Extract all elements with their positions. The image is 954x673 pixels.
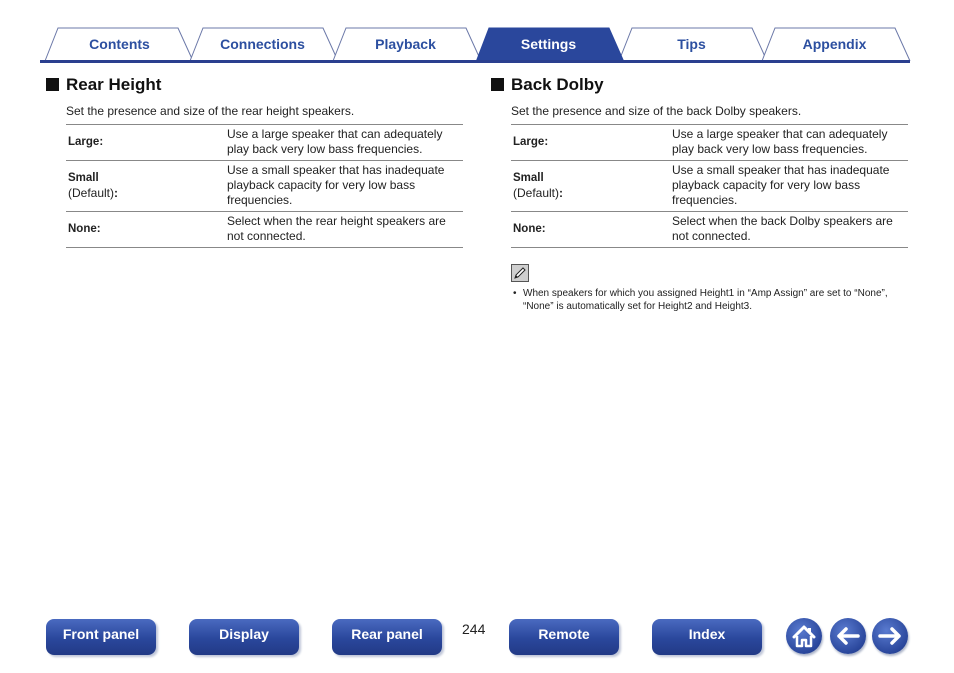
section-description: Set the presence and size of the back Dolby speakers.: [511, 104, 802, 118]
option-description: Use a small speaker that has inadequate playback capacity for very low bass frequencies.: [672, 163, 890, 207]
option-description: Select when the back Dolby speakers are not connected.: [672, 214, 893, 243]
tab-bar: [40, 26, 910, 62]
remote-button[interactable]: Remote: [509, 619, 619, 655]
tab-settings[interactable]: Settings: [520, 36, 577, 52]
options-table: [66, 124, 463, 248]
option-key: Large:: [513, 136, 549, 148]
option-key: Small: [68, 172, 99, 184]
option-default-label: (Default): [513, 186, 560, 200]
back-button[interactable]: [830, 618, 866, 654]
section-description: Set the presence and size of the rear height speakers.: [66, 104, 355, 118]
heading-square-icon: [46, 78, 59, 91]
option-description: Select when the rear height speakers are not connected.: [227, 214, 446, 243]
pencil-note-icon: [511, 264, 529, 282]
option-key: Small: [513, 172, 544, 184]
section-back-dolby: [491, 74, 893, 243]
option-description: Use a large speaker that can adequately play back very low bass frequencies.: [227, 127, 443, 156]
table-row: [66, 212, 463, 248]
tab-playback[interactable]: Playback: [375, 36, 436, 52]
home-button[interactable]: [786, 618, 822, 654]
tab-tips[interactable]: Tips: [677, 36, 706, 52]
tab-appendix[interactable]: Appendix: [802, 36, 867, 52]
option-default-label: (Default): [68, 186, 115, 200]
table-row: [66, 161, 463, 212]
option-colon: :: [114, 186, 119, 200]
note-text: When speakers for which you assigned Height1 in “Amp Assign” are set to “None”, “None” is automatically set for Height2 and Height3.: [523, 288, 888, 312]
note: [513, 287, 903, 313]
option-key: Large:: [68, 136, 104, 148]
section-rear-height: [46, 74, 446, 243]
table-row: [511, 125, 908, 161]
option-key: None:: [513, 223, 546, 235]
tab-underline: [40, 60, 910, 63]
options-table: [511, 124, 908, 248]
option-description: Use a small speaker that has inadequate playback capacity for very low bass frequencies.: [227, 163, 445, 207]
display-button[interactable]: Display: [189, 619, 299, 655]
option-colon: :: [559, 186, 564, 200]
table-row: [511, 161, 908, 212]
tab-contents[interactable]: Contents: [89, 36, 150, 52]
option-description: Use a large speaker that can adequately play back very low bass frequencies.: [672, 127, 888, 156]
front-panel-button[interactable]: Front panel: [46, 619, 156, 655]
section-title: Rear Height: [66, 75, 162, 94]
table-row: [511, 212, 908, 248]
section-heading: [46, 74, 443, 98]
home-icon: [786, 618, 822, 654]
back-arrow-icon: [830, 618, 866, 654]
tab-connections[interactable]: Connections: [220, 36, 305, 52]
table-row: [66, 125, 463, 161]
option-key: None:: [68, 223, 101, 235]
section-heading: [491, 74, 888, 98]
note-bullet: •: [513, 288, 517, 299]
index-button[interactable]: Index: [652, 619, 762, 655]
forward-arrow-icon: [872, 618, 908, 654]
page-number: 244: [462, 621, 486, 637]
rear-panel-button[interactable]: Rear panel: [332, 619, 442, 655]
section-title: Back Dolby: [511, 75, 604, 94]
forward-button[interactable]: [872, 618, 908, 654]
heading-square-icon: [491, 78, 504, 91]
